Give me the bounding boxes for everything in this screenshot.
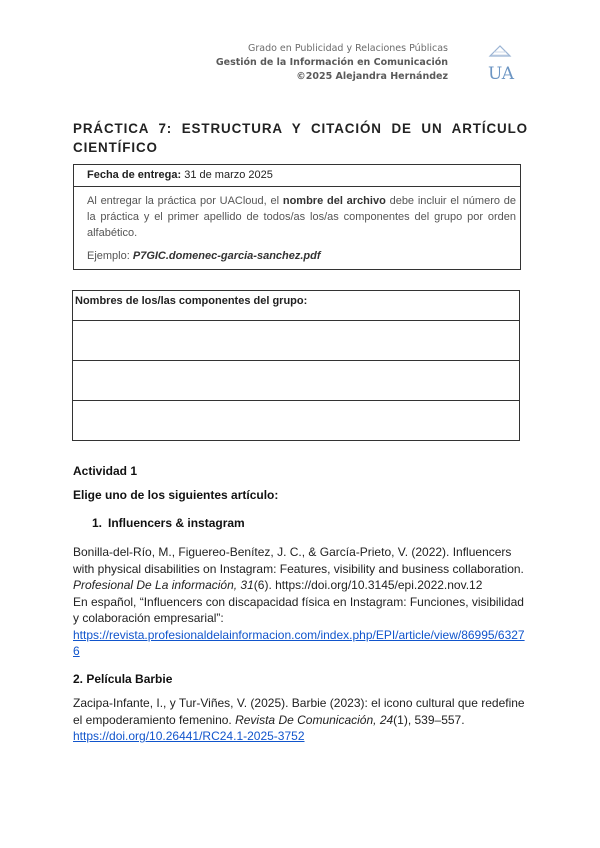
- item2-ref-pages: (1), 539–557.: [393, 712, 465, 727]
- instructions-text-bold: nombre del archivo: [282, 195, 386, 207]
- member-row-3[interactable]: [73, 401, 519, 440]
- header-author: ©2025 Alejandra Hernández: [296, 71, 448, 82]
- member-row-2[interactable]: [73, 361, 519, 401]
- group-members-table: [72, 290, 520, 441]
- item1-ref-journal: Profesional De La información, 31: [73, 578, 254, 592]
- item1-spanish-link[interactable]: https://revista.profesionaldelainformacion.com/index.php/EPI/article/view/86995/63276: [73, 627, 525, 658]
- activity-instruction: Elige uno de los siguientes artículo:: [73, 488, 279, 502]
- item2-title: 2. Película Barbie: [73, 672, 173, 686]
- delivery-date-label: Fecha de entrega:: [87, 169, 182, 181]
- item1-ref-authors: Bonilla-del-Río, M., Figuereo-Benítez, J. C., & García-Prieto, V. (2022). Influencers with physical disabilities on Instagram: Features, visibility and business collaboration.: [73, 545, 524, 576]
- example-filename: P7GIC.domenec-garcia-sanchez.pdf: [132, 250, 321, 262]
- members-table-header: Nombres de los/las componentes del grupo:: [73, 291, 519, 321]
- item2-reference: [73, 695, 529, 745]
- item2-ref-journal: Revista De Comunicación, 24: [235, 712, 394, 727]
- item2-doi-link[interactable]: https://doi.org/10.26441/RC24.1-2025-3752: [73, 729, 305, 743]
- ua-logo-text: UA: [488, 64, 515, 84]
- item1-ref-doi: (6). https://doi.org/10.3145/epi.2022.nov.12: [253, 578, 483, 592]
- header-subject: Gestión de la Información en Comunicación: [215, 57, 448, 68]
- delivery-date-value: 31 de marzo 2025: [184, 169, 273, 181]
- course-header: [200, 42, 448, 84]
- instructions-text-end: debe incluir el número de la práctica y el primer apellido de todos/as los/as componentes del grupo por orden alfabético.: [87, 195, 517, 239]
- instructions-text-start: Al entregar la práctica por UACloud, el: [87, 195, 283, 207]
- item1-title: Influencers & instagram: [108, 516, 245, 530]
- member-row-1[interactable]: [73, 321, 519, 361]
- example-label: Ejemplo:: [87, 250, 133, 262]
- item2-ref-authors: Zacipa-Infante, I., y Tur-Viñes, V. (2025). Barbie (2023): el icono cultural que redefine el empoderamiento femenino.: [73, 696, 525, 727]
- header-degree: Grado en Publicidad y Relaciones Públicas: [247, 43, 448, 54]
- item1-spanish-title: En español, “Influencers con discapacidad física en Instagram: Funciones, visibilidad y colaboración empresarial”:: [73, 594, 524, 625]
- delivery-date-row: [74, 165, 520, 187]
- filename-example: [87, 248, 516, 264]
- delivery-info-box: [73, 164, 521, 270]
- item1-number: 1.: [92, 516, 103, 530]
- delivery-instructions: [74, 187, 520, 264]
- page-title: PRÁCTICA 7: ESTRUCTURA Y CITACIÓN DE UN ARTÍCULO CIENTÍFICO: [73, 121, 528, 155]
- activity-title: Actividad 1: [73, 464, 138, 478]
- item1-reference: [73, 544, 529, 660]
